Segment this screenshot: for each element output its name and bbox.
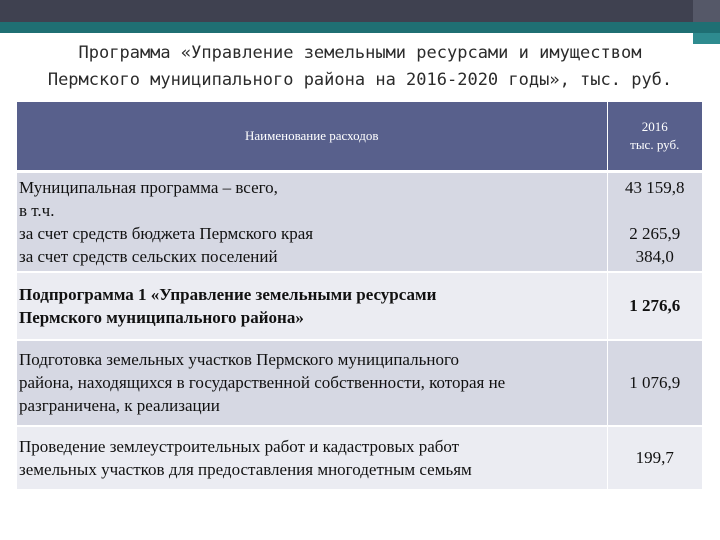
- slide-title-line-2: Пермского муниципального района на 2016-2020 годы», тыс. руб.: [47, 70, 673, 90]
- row-3-name-line-1: Подготовка земельных участков Пермского муниципального: [19, 350, 459, 369]
- row-2-name-line-1: Подпрограмма 1 «Управление земельными ресурсами: [19, 284, 437, 304]
- row-1-amount-settlements: 384,0: [635, 246, 674, 266]
- header-name: Наименование расходов: [17, 102, 607, 172]
- row-2-name: [17, 272, 607, 340]
- header-unit: тыс. руб.: [630, 137, 680, 152]
- slide-title-line-1: Программа «Управление земельными ресурсами и имуществом: [78, 43, 642, 63]
- row-4-name-line-1: Проведение землеустроительных работ и кадастровых работ: [19, 436, 460, 456]
- row-1-name: [17, 172, 607, 272]
- corner-decorative-block: [693, 0, 720, 22]
- row-2-amount: 1 276,6: [607, 272, 702, 340]
- table-row-land-preparation: [17, 340, 702, 426]
- table-row-program-total: [17, 172, 702, 272]
- table-row-subprogram: [17, 272, 702, 340]
- row-4-amount: 199,7: [607, 426, 702, 490]
- row-1-amount-total: 43 159,8: [625, 177, 685, 197]
- row-4-name-line-2: земельных участков для предоставления многодетным семьям: [19, 459, 472, 479]
- slide-title: [0, 40, 720, 94]
- row-1-amount-regional: 2 265,9: [629, 223, 681, 243]
- row-1-name-line-4: за счет средств сельских поселений: [19, 246, 278, 266]
- row-3-amount: 1 076,9: [607, 340, 702, 426]
- row-1-name-line-2: в т.ч.: [19, 200, 55, 220]
- table-row-cadastral-works: [17, 426, 702, 490]
- row-1-name-line-3: за счет средств бюджета Пермского края: [19, 223, 314, 243]
- row-1-amount-blank: [608, 199, 703, 222]
- expenses-table: [17, 102, 702, 491]
- row-4-name: [17, 426, 607, 490]
- row-1-name-line-1: Муниципальная программа – всего,: [19, 177, 278, 197]
- row-1-amount: [607, 172, 702, 272]
- row-3-name-line-2: района, находящихся в государственной собственности, которая не: [19, 373, 506, 392]
- row-2-name-line-2: Пермского муниципального района»: [19, 307, 304, 327]
- teal-decorative-stripe: [0, 22, 720, 33]
- table-header-row: [17, 102, 702, 172]
- row-3-name: [17, 340, 607, 426]
- row-3-name-line-3: разграничена, к реализации: [19, 396, 220, 415]
- header-amount: [607, 102, 702, 172]
- header-year: 2016: [641, 119, 668, 134]
- top-decorative-bar: [0, 0, 720, 22]
